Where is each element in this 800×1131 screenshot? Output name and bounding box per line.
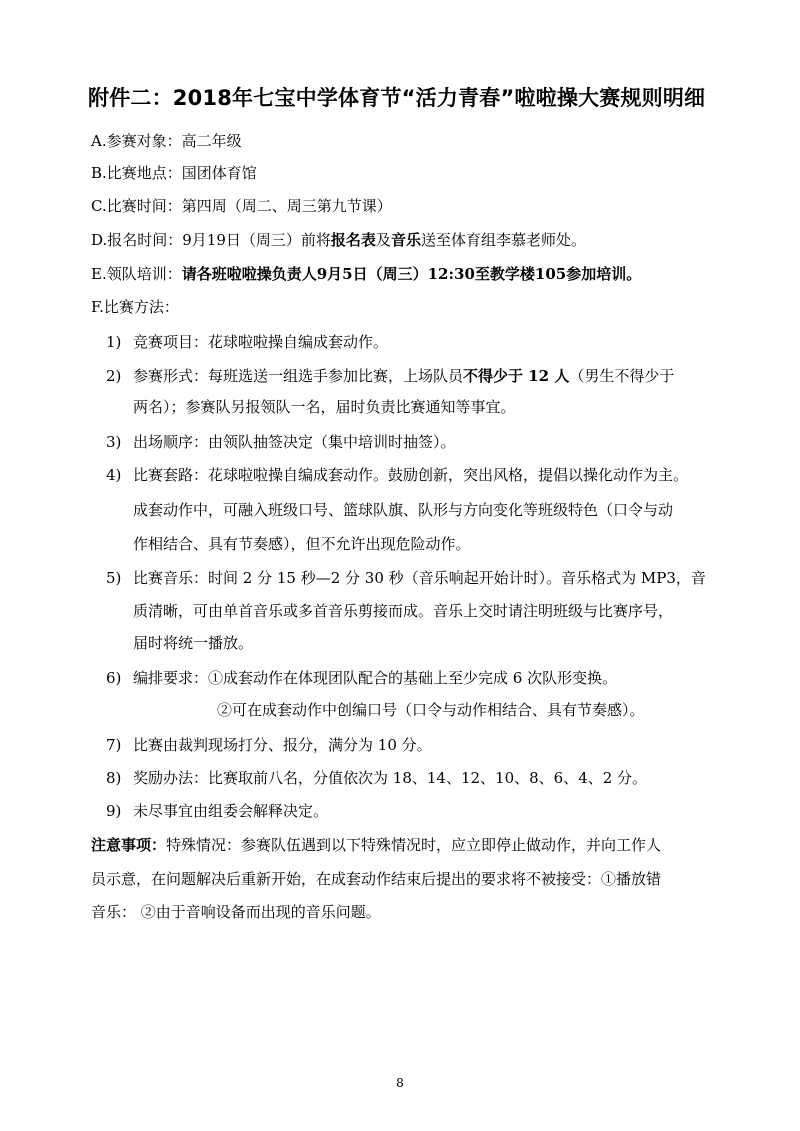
item-5-num: 5) [106, 569, 122, 587]
line-d-mid: 及 [375, 231, 391, 249]
note-line2: 员示意，在问题解决后重新开始，在成套动作结束后提出的要求将不被接受：①播放错 [91, 870, 662, 888]
item-8-num: 8) [106, 769, 122, 787]
item-2-text-line1 [133, 366, 674, 386]
line-d-bold1: 报名表 [330, 231, 376, 249]
line-c: C.比赛时间：第四周（周二、周三第九节课） [91, 197, 392, 215]
item-6-num: 6) [106, 669, 122, 687]
line-d-prefix: D.报名时间：9月19日（周三）前将 [91, 231, 331, 249]
item-6-text-line2: ②可在成套动作中创编口号（口令与动作相结合、具有节奏感）。 [217, 701, 645, 719]
line-d-bold2: 音乐 [390, 231, 421, 249]
item-9-num: 9) [106, 802, 122, 820]
document-title: 附件二：2018年七宝中学体育节“活力青春”啦啦操大赛规则明细 [88, 86, 706, 110]
line-e [91, 264, 641, 284]
line-b: B.比赛地点：国团体育馆 [91, 164, 257, 182]
item-6-text-line1: 编排要求：①成套动作在体现团队配合的基础上至少完成 6 次队形变换。 [133, 669, 618, 687]
item-4-text-line2: 成套动作中，可融入班级口号、篮球队旗、队形与方向变化等班级特色（口令与动 [133, 501, 674, 519]
item-8-text: 奖励办法：比赛取前八名，分值依次为 18、14、12、10、8、6、4、2 分。 [133, 769, 648, 787]
item-1-text: 竞赛项目：花球啦啦操自编成套动作。 [133, 333, 389, 351]
item-5-text-line1: 比赛音乐：时间 2 分 15 秒—2 分 30 秒（音乐响起开始计时）。音乐格式为 MP3，音 [133, 569, 706, 587]
item-2-bold: 不得少于 12 人 [463, 367, 570, 385]
item-7-num: 7) [106, 736, 122, 754]
note-heading: 注意事项： [91, 836, 167, 854]
item-5-text-line3: 届时将统一播放。 [133, 634, 254, 652]
item-4-text-line1: 比赛套路：花球啦啦操自编成套动作。鼓励创新，突出风格，提倡以操化动作为主。 [133, 466, 689, 484]
item-2-text-line2: 两名）；参赛队另报领队一名，届时负责比赛通知等事宜。 [133, 398, 516, 416]
item-7-text: 比赛由裁判现场打分、报分，满分为 10 分。 [133, 736, 432, 754]
note-line1 [91, 835, 661, 855]
note-line3: 音乐： ②由于音响设备而出现的音乐问题。 [91, 903, 381, 921]
item-1-num: 1) [106, 333, 122, 351]
line-a: A.参赛对象：高二年级 [91, 132, 242, 150]
page-number: 8 [396, 1076, 404, 1090]
note-line1-text: 特殊情况：参赛队伍遇到以下特殊情况时，应立即停止做动作，并向工作人 [166, 836, 662, 854]
item-3-text: 出场顺序：由领队抽签决定（集中培训时抽签）。 [133, 433, 456, 451]
line-d-suffix: 送至体育组李慕老师处。 [420, 231, 586, 249]
item-3-num: 3) [106, 433, 122, 451]
item-2-num: 2) [106, 367, 122, 385]
item-5-text-line2: 质清晰，可由单首音乐或多首音乐剪接而成。音乐上交时请注明班级与比赛序号， [133, 602, 674, 620]
line-e-prefix: E.领队培训： [91, 265, 182, 283]
item-4-num: 4) [106, 466, 122, 484]
item-2-prefix: 参赛形式：每班选送一组选手参加比赛，上场队员 [133, 367, 464, 385]
line-e-bold: 请各班啦啦操负责人9月5日（周三）12:30至教学楼105参加培训。 [181, 265, 642, 283]
item-9-text: 未尽事宜由组委会解释决定。 [133, 802, 329, 820]
line-f: F.比赛方法： [91, 298, 179, 316]
item-2-suffix: （男生不得少于 [569, 367, 675, 385]
line-d [91, 230, 586, 250]
item-4-text-line3: 作相结合、具有节奏感），但不允许出现危险动作。 [133, 535, 471, 553]
